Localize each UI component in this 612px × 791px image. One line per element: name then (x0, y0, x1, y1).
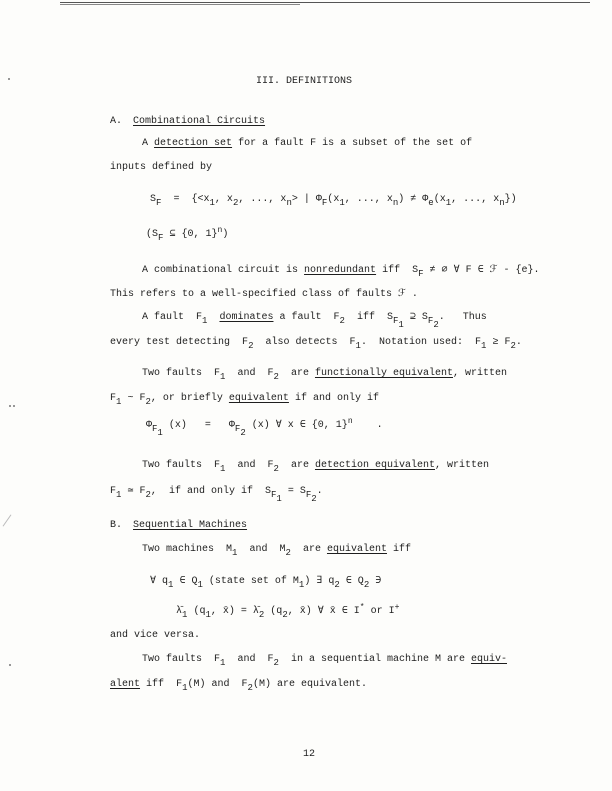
term-equivalent: equivalent (228, 393, 289, 404)
term-detection-equivalent: detection equivalent (314, 460, 435, 471)
scan-margin-mark (3, 514, 12, 526)
equation-subset: ($S_F$ ⊆ {0, 1}$^n$) (146, 226, 229, 243)
paragraph-line: $F_1$ ≃ $F_2$, if and only if $S_{F_1} = S_{F_2}$. (110, 486, 323, 504)
paragraph-line: $F_1$ ~ $F_2$, or briefly equivalent if and only if (110, 393, 379, 407)
scan-speck (9, 405, 11, 407)
equation-output-equivalence: $\lambdā_1$ ($q_1$, x̄) = $\lambdā_2$ ($q_2$, x̄) ∀ x̄ ∈ I* or I+ (176, 603, 400, 620)
scan-speck (8, 78, 10, 80)
paragraph-sequential-faults: Two faults $F_1$ and $F_2$ in a sequential machine M are equiv- (142, 654, 507, 668)
paragraph-line: inputs defined by (110, 162, 213, 173)
term-nonredundant: nonredundant (304, 265, 377, 276)
section-a-label: A. (110, 116, 123, 127)
word-thus: Thus (462, 312, 487, 323)
scan-speck (9, 664, 11, 666)
section-b-label: B. (110, 520, 123, 531)
section-b-title: Sequential Machines (133, 520, 248, 531)
page-number: 12 (303, 749, 316, 760)
term-functionally-equivalent: functionally equivalent (314, 368, 453, 379)
term-dominates: dominates (219, 312, 274, 323)
paragraph-line: alent iff $F_1(M)$ and $F_2(M)$ are equivalent. (110, 679, 367, 693)
page-heading: III. DEFINITIONS (256, 76, 353, 87)
paragraph-machine-equivalence: Two machines $M_1$ and $M_2$ are equivalent iff (142, 544, 412, 558)
paragraph-functional-equivalence: Two faults $F_1$ and $F_2$ are functionally equivalent, written (142, 368, 508, 382)
term-detection-set: detection set (154, 138, 233, 149)
term-equivalent-part1: equiv- (470, 654, 507, 665)
equation-state-correspondence: ∀ $q_1$ ∈ $Q_1$ (state set of $M_1$) ∃ $q_2$ ∈ $Q_2$ ∋ (150, 576, 382, 590)
paragraph-dominates: A fault $F_1$ dominates a fault $F_2$ iff $S_{F_1}$ ⊇ $S_{F_2}$. Thus (142, 312, 487, 330)
term-equivalent-part2: alent (110, 679, 141, 690)
paragraph-detection-equivalence: Two faults $F_1$ and $F_2$ are detection equivalent, written (142, 460, 490, 474)
paragraph-line: every test detecting $F_2$ also detects $F_1$. Notation used: $F_1 \ge F_2$. (110, 337, 522, 351)
scan-top-rule-2 (60, 4, 300, 5)
scan-top-rule (60, 2, 590, 3)
section-a-title: Combinational Circuits (133, 116, 266, 127)
paragraph-detection-set: A detection set for a fault F is a subset of the set of (142, 138, 473, 149)
equation-functional-equivalence: $\Phi_{F_1}$ (x) = $\Phi_{F_2}$ (x) ∀ x ∈ {0, 1}$^n$ . (146, 417, 383, 438)
paragraph-line: and vice versa. (110, 630, 201, 641)
scan-speck (13, 405, 15, 407)
term-equivalent-machines: equivalent (326, 544, 387, 555)
paragraph-line: This refers to a well-specified class of faults ℱ . (110, 289, 418, 300)
paragraph-nonredundant: A combinational circuit is nonredundant iff $S_F$ ≠ ∅ ∀ F ∈ ℱ - {e}. (142, 265, 540, 279)
equation-detection-set: $S_F = \{<x_1$, $x_2$, ..., $x_n>$ | $\Phi_F(x_1$, ..., $x_n) \ne \Phi_e(x_1$, ..., $x_n$}) (150, 194, 517, 208)
